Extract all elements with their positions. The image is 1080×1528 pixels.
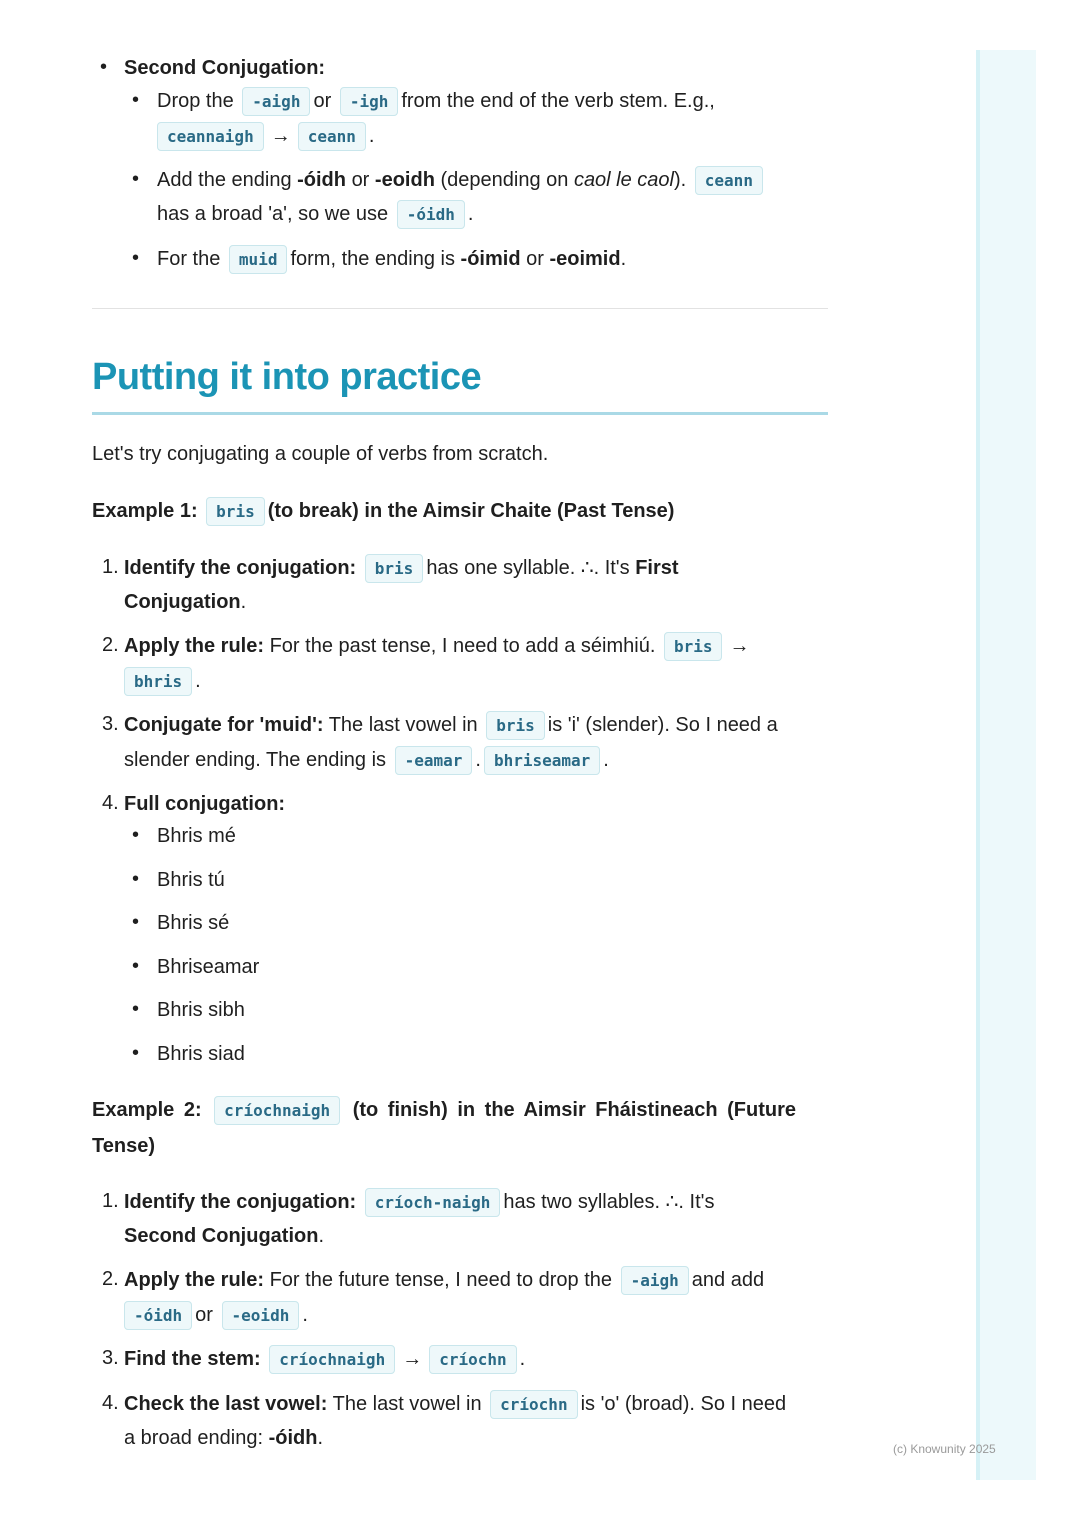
code-bris: bris bbox=[206, 497, 265, 526]
rule-add-ending-cont: has a broad 'a', so we use -óidh . bbox=[157, 202, 473, 227]
ex1-step-4: Full conjugation: bbox=[124, 793, 286, 815]
bullet-icon: • bbox=[132, 824, 140, 846]
code-aigh: -aigh bbox=[242, 87, 310, 116]
ex2-step-1-cont: Second Conjugation. bbox=[124, 1225, 324, 1247]
step-number: 1. bbox=[102, 556, 119, 578]
code-bhriseamar: bhriseamar bbox=[484, 746, 600, 775]
code-muid: muid bbox=[229, 245, 288, 274]
intro-text: Let's try conjugating a couple of verbs from scratch. bbox=[92, 443, 549, 465]
code-igh: -igh bbox=[340, 87, 399, 116]
ex1-step-2: Apply the rule: For the past tense, I need to add a séimhiú. bris → bbox=[124, 634, 753, 659]
ex2-step-4: Check the last vowel: The last vowel in críochn is 'o' (broad). So I need bbox=[124, 1392, 786, 1417]
bullet-icon: • bbox=[132, 89, 140, 111]
arrow-icon: → bbox=[402, 1348, 423, 1370]
bullet-icon: • bbox=[132, 247, 140, 269]
code-eoidh: -eoidh bbox=[222, 1301, 300, 1330]
bullet-icon: • bbox=[132, 911, 140, 933]
ex2-step-4-cont: a broad ending: -óidh. bbox=[124, 1427, 324, 1449]
rule-drop-ending: Drop the -aigh or -igh from the end of the verb stem. E.g., bbox=[157, 89, 715, 114]
ex2-step-1: Identify the conjugation: críoch-naigh has two syllables. ∴. It's bbox=[124, 1190, 714, 1215]
example-2-heading: Example 2: críochnaigh (to finish) in the Aimsir Fháistineach (Future bbox=[92, 1098, 796, 1123]
example-2-heading-cont: Tense) bbox=[92, 1135, 155, 1157]
code-criochn: críochn bbox=[429, 1345, 516, 1374]
code-ceann: ceann bbox=[298, 122, 366, 151]
step-number: 2. bbox=[102, 1268, 119, 1290]
bullet-icon: • bbox=[132, 955, 140, 977]
conjugation-form: Bhris sibh bbox=[157, 999, 245, 1021]
code-oidh: -óidh bbox=[397, 200, 465, 229]
conjugation-form: Bhriseamar bbox=[157, 956, 260, 978]
section-heading-second-conjugation: Second Conjugation: bbox=[124, 57, 326, 79]
ex1-step-3: Conjugate for 'muid': The last vowel in bris is 'i' (slender). So I need a bbox=[124, 713, 778, 738]
page-heading: Putting it into practice bbox=[92, 356, 482, 398]
rule-add-ending: Add the ending -óidh or -eoidh (depending on caol le caol). ceann bbox=[157, 168, 766, 193]
ex2-step-2-cont: -óidh or -eoidh . bbox=[121, 1303, 308, 1328]
ex2-step-3: Find the stem: críochnaigh → críochn . bbox=[124, 1347, 525, 1372]
step-number: 1. bbox=[102, 1190, 119, 1212]
code-bris: bris bbox=[664, 632, 723, 661]
ex1-step-1: Identify the conjugation: bris has one syllable. ∴. It's First bbox=[124, 556, 679, 581]
bullet-icon: • bbox=[132, 998, 140, 1020]
ex1-step-2-cont: bhris . bbox=[121, 669, 201, 694]
code-bris: bris bbox=[486, 711, 545, 740]
code-ceannaigh: ceannaigh bbox=[157, 122, 264, 151]
step-number: 4. bbox=[102, 1392, 119, 1414]
conjugation-form: Bhris siad bbox=[157, 1043, 245, 1065]
code-crioch-naigh: críoch-naigh bbox=[365, 1188, 501, 1217]
ex1-step-3-cont: slender ending. The ending is -eamar . bhriseamar . bbox=[124, 748, 609, 773]
code-bhris: bhris bbox=[124, 667, 192, 696]
code-eamar: -eamar bbox=[395, 746, 473, 775]
code-ceann: ceann bbox=[695, 166, 763, 195]
bullet-icon: • bbox=[132, 1042, 140, 1064]
conjugation-form: Bhris tú bbox=[157, 869, 225, 891]
rule-muid-form: For the muid form, the ending is -óimid or -eoimid. bbox=[157, 247, 626, 272]
right-sidebar bbox=[976, 50, 1036, 1480]
rule-drop-example: ceannaigh → ceann . bbox=[154, 124, 374, 149]
ex2-step-2: Apply the rule: For the future tense, I need to drop the -aigh and add bbox=[124, 1268, 764, 1293]
bullet-icon: • bbox=[100, 56, 108, 78]
bullet-icon: • bbox=[132, 868, 140, 890]
step-number: 4. bbox=[102, 792, 119, 814]
divider bbox=[92, 308, 828, 309]
example-1-heading: Example 1: bris (to break) in the Aimsir Chaite (Past Tense) bbox=[92, 499, 674, 524]
code-criochnaigh: críochnaigh bbox=[269, 1345, 395, 1374]
arrow-icon: → bbox=[729, 635, 750, 657]
code-bris: bris bbox=[365, 554, 424, 583]
bullet-icon: • bbox=[132, 168, 140, 190]
code-aigh: -aigh bbox=[621, 1266, 689, 1295]
step-number: 3. bbox=[102, 1347, 119, 1369]
conjugation-form: Bhris mé bbox=[157, 825, 236, 847]
step-number: 3. bbox=[102, 713, 119, 735]
conjugation-form: Bhris sé bbox=[157, 912, 230, 934]
heading-underline bbox=[92, 412, 828, 415]
ex1-step-1-cont: Conjugation. bbox=[124, 591, 247, 613]
code-criochnaigh: críochnaigh bbox=[214, 1096, 340, 1125]
code-criochn: críochn bbox=[490, 1390, 577, 1419]
code-oidh: -óidh bbox=[124, 1301, 192, 1330]
step-number: 2. bbox=[102, 634, 119, 656]
arrow-icon: → bbox=[270, 125, 291, 147]
copyright-notice: (c) Knowunity 2025 bbox=[893, 1442, 996, 1456]
